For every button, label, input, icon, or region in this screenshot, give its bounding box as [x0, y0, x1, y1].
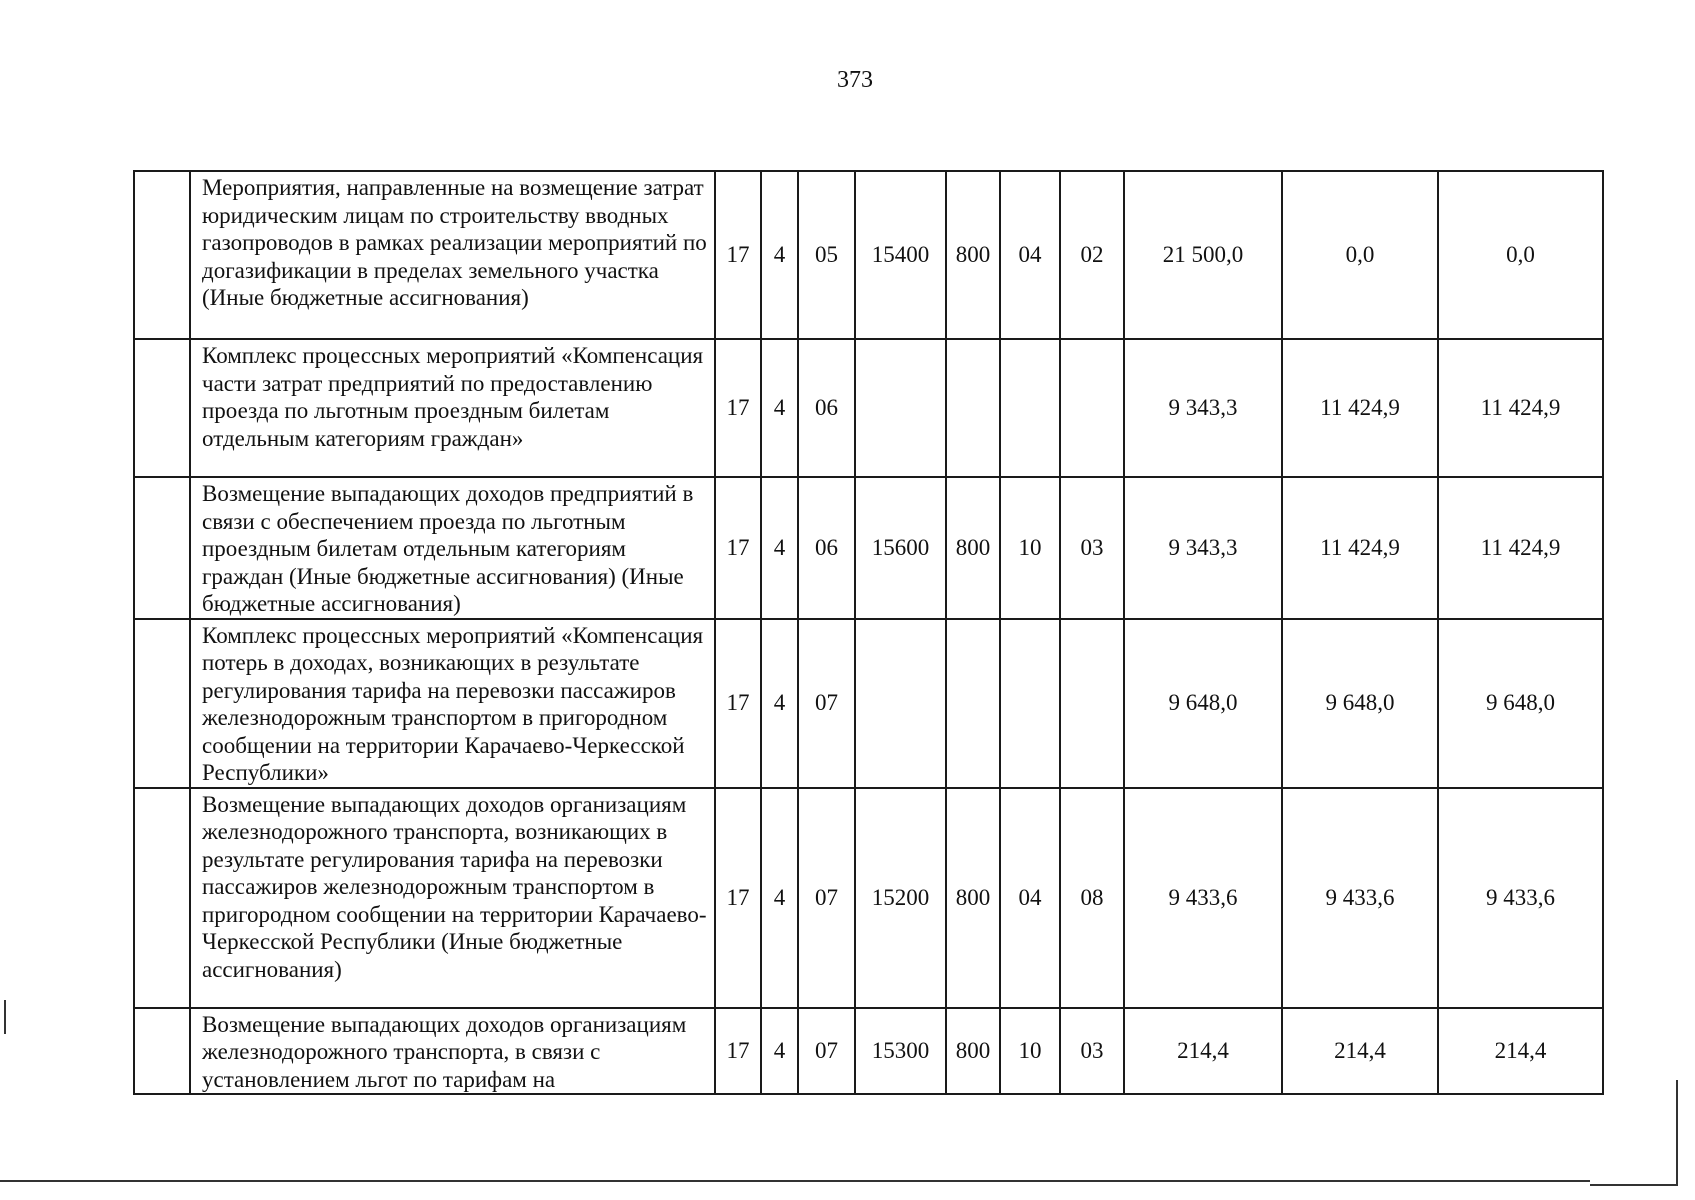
code-cell [1060, 339, 1124, 477]
code-cell: 800 [946, 171, 1000, 339]
code-cell: 08 [1060, 788, 1124, 1008]
table-row [134, 477, 1603, 619]
code-cell: 15600 [855, 477, 946, 619]
amount-cell: 9 433,6 [1124, 788, 1282, 1008]
table-row [134, 788, 1603, 1008]
amount-cell: 214,4 [1438, 1008, 1603, 1095]
code-cell: 17 [715, 171, 761, 339]
code-cell: 800 [946, 1008, 1000, 1095]
code-cell: 17 [715, 477, 761, 619]
code-cell: 800 [946, 788, 1000, 1008]
description-cell: Мероприятия, направленные на возмещение затрат юридическим лицам по строительству вводных газопроводов в рамках реализации мероприятий по догазификации в пределах земельного участка (Иные бюджетные ассигнования) [190, 171, 715, 339]
code-cell: 17 [715, 339, 761, 477]
code-cell: 05 [798, 171, 855, 339]
code-cell: 07 [798, 1008, 855, 1095]
code-cell: 4 [761, 477, 798, 619]
page-number: 373 [837, 67, 873, 93]
scan-line-bottom-right [1590, 1184, 1676, 1186]
amount-cell: 11 424,9 [1438, 339, 1603, 477]
amount-cell: 9 343,3 [1124, 477, 1282, 619]
code-cell [1000, 339, 1060, 477]
amount-cell: 0,0 [1282, 171, 1438, 339]
table-row [134, 339, 1603, 477]
description-cell: Комплекс процессных мероприятий «Компенсация части затрат предприятий по предоставлению проезда по льготным проездным билетам отдельным категориям граждан» [190, 339, 715, 477]
code-cell: 4 [761, 339, 798, 477]
row-number-cell [134, 339, 190, 477]
code-cell: 15300 [855, 1008, 946, 1095]
code-cell: 10 [1000, 1008, 1060, 1095]
code-cell: 03 [1060, 1008, 1124, 1095]
code-cell: 4 [761, 619, 798, 788]
scan-line-bottom [0, 1180, 1590, 1182]
amount-cell: 214,4 [1282, 1008, 1438, 1095]
code-cell: 02 [1060, 171, 1124, 339]
row-number-cell [134, 788, 190, 1008]
code-cell [855, 619, 946, 788]
code-cell [1060, 619, 1124, 788]
code-cell: 800 [946, 477, 1000, 619]
code-cell [946, 339, 1000, 477]
code-cell: 06 [798, 339, 855, 477]
description-cell: Возмещение выпадающих доходов организациям железнодорожного транспорта, возникающих в результате регулирования тарифа на перевозки пассажиров железнодорожным транспортом в пригородном сообщении на территории Карачаево-Черкесской Республики (Иные бюджетные ассигнования) [190, 788, 715, 1008]
code-cell: 15200 [855, 788, 946, 1008]
code-cell [1000, 619, 1060, 788]
row-number-cell [134, 619, 190, 788]
code-cell: 10 [1000, 477, 1060, 619]
code-cell: 15400 [855, 171, 946, 339]
table-row [134, 1008, 1603, 1095]
code-cell: 07 [798, 788, 855, 1008]
code-cell: 4 [761, 171, 798, 339]
amount-cell: 9 433,6 [1438, 788, 1603, 1008]
code-cell: 04 [1000, 788, 1060, 1008]
code-cell: 4 [761, 1008, 798, 1095]
amount-cell: 21 500,0 [1124, 171, 1282, 339]
amount-cell: 11 424,9 [1282, 477, 1438, 619]
code-cell [946, 619, 1000, 788]
table-row [134, 171, 1603, 339]
scan-line-right [1676, 1080, 1678, 1186]
amount-cell: 0,0 [1438, 171, 1603, 339]
scan-line-left [4, 1000, 6, 1034]
table-row [134, 619, 1603, 788]
code-cell: 17 [715, 619, 761, 788]
code-cell: 06 [798, 477, 855, 619]
code-cell: 4 [761, 788, 798, 1008]
amount-cell: 9 343,3 [1124, 339, 1282, 477]
budget-table [133, 170, 1604, 1095]
code-cell: 07 [798, 619, 855, 788]
code-cell: 17 [715, 1008, 761, 1095]
code-cell: 03 [1060, 477, 1124, 619]
amount-cell: 214,4 [1124, 1008, 1282, 1095]
amount-cell: 9 648,0 [1282, 619, 1438, 788]
code-cell: 04 [1000, 171, 1060, 339]
amount-cell: 9 648,0 [1124, 619, 1282, 788]
description-cell: Комплекс процессных мероприятий «Компенсация потерь в доходах, возникающих в результате регулирования тарифа на перевозки пассажиров железнодорожным транспортом в пригородном сообщении на территории Карачаево-Черкесской Республики» [190, 619, 715, 788]
code-cell [855, 339, 946, 477]
description-cell: Возмещение выпадающих доходов предприятий в связи с обеспечением проезда по льготным проездным билетам отдельным категориям граждан (Иные бюджетные ассигнования) (Иные бюджетные ассигнования) [190, 477, 715, 619]
description-cell: Возмещение выпадающих доходов организациям железнодорожного транспорта, в связи с установлением льгот по тарифам на [190, 1008, 715, 1095]
amount-cell: 9 648,0 [1438, 619, 1603, 788]
amount-cell: 9 433,6 [1282, 788, 1438, 1008]
amount-cell: 11 424,9 [1438, 477, 1603, 619]
amount-cell: 11 424,9 [1282, 339, 1438, 477]
code-cell: 17 [715, 788, 761, 1008]
row-number-cell [134, 477, 190, 619]
row-number-cell [134, 1008, 190, 1095]
row-number-cell [134, 171, 190, 339]
